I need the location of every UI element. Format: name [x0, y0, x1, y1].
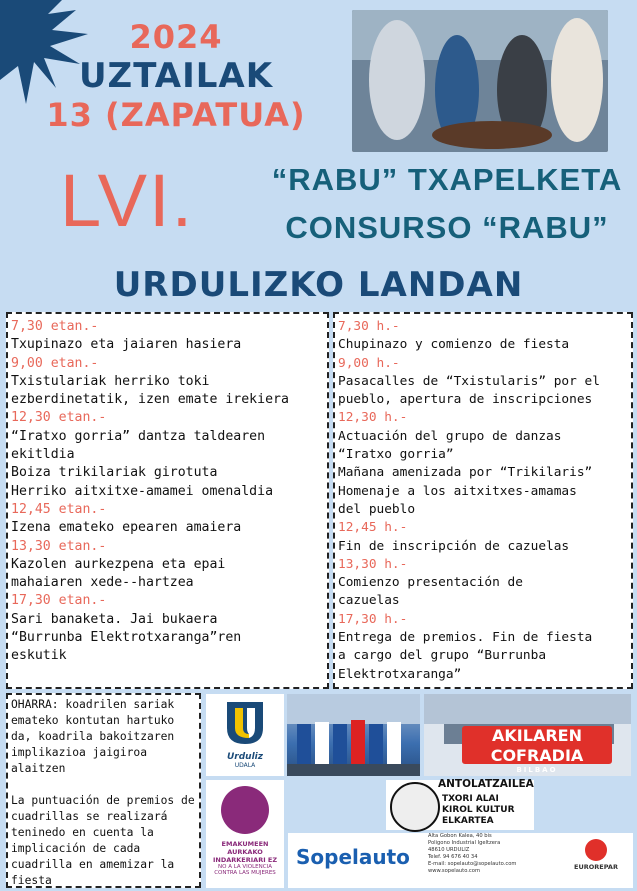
schedule-time: 12,30 etan.- — [11, 410, 107, 426]
eurorepar-icon — [585, 839, 607, 861]
schedule-time: 17,30 etan.- — [11, 593, 107, 609]
schedule-text: Herriko aitxitxe-amamei omenaldia — [11, 483, 274, 499]
schedule-text: Kazolen aurkezpena eta epai — [11, 556, 226, 572]
schedule-text: cazuelas — [338, 593, 400, 609]
cooking-photo — [352, 10, 608, 152]
urduliz-emblem-icon — [223, 698, 267, 748]
note-box — [6, 693, 201, 888]
schedule-time: 9,00 etan.- — [11, 355, 99, 371]
schedule-text: pueblo, apertura de inscripciones — [338, 392, 593, 408]
location-title: URDULIZKO LANDAN — [113, 265, 524, 305]
emak-text-eu: EMAKUMEEN AURKAKO INDARKERIARI EZ — [212, 840, 278, 864]
cofradia-city: BILBAO — [516, 766, 558, 774]
schedule-time: 9,00 h.- — [338, 355, 400, 371]
organizer-line-3: ELKARTEA — [442, 816, 494, 826]
note-spanish: La puntuación de premios de cuadrillas se realizará teninedo en cuenta la implicación de cada cuadrilla en amemizar la fiesta — [11, 794, 195, 887]
cofradia-name: AKILAREN COFRADIA — [490, 726, 584, 765]
cofradia-badge — [462, 726, 612, 774]
note-basque: OHARRA: koadrilen sariak emateko kontutan hartuko da, koadrila bakoitzaren implikazioa jaigiroa alaitzen — [11, 698, 175, 775]
schedule-text: Fin de inscripción de cazuelas — [338, 538, 570, 554]
schedule-time: 7,30 h.- — [338, 319, 400, 334]
sopelauto-logo — [288, 833, 633, 888]
organizer-title: ANTOLATZAILEA — [438, 778, 534, 790]
schedule-text: mahaiaren xede--hartzea — [11, 575, 194, 591]
sopelauto-address — [428, 833, 516, 875]
group-photo-placeholder — [287, 694, 420, 776]
schedule-text: “Iratxo gorria” — [338, 447, 454, 463]
schedule-time: 7,30 etan.- — [11, 319, 99, 334]
schedule-time: 12,30 h.- — [338, 410, 408, 426]
schedule-text: Homenaje a los aitxitxes-amamas — [338, 483, 577, 499]
urduliz-name: Urduliz — [226, 752, 263, 762]
bird-emblem-icon — [390, 782, 440, 832]
purple-circle-icon — [221, 786, 269, 834]
edition-number: LVI. — [60, 159, 195, 242]
event-year: 2024 — [129, 18, 223, 56]
event-month: UZTAILAK — [78, 56, 274, 96]
contest-title-es: CONSURSO “RABU” — [285, 210, 609, 245]
schedule-text: Elektrotxaranga” — [338, 666, 462, 682]
schedule-text: Mañana amenizada por “Trikilaris” — [338, 465, 593, 481]
sopelauto-addr-2: Poligono Industrial Igeltzera — [428, 840, 501, 846]
emak-text-es: NO A LA VIOLENCIA CONTRA LAS MUJERES — [214, 864, 276, 876]
schedule-text: a cargo del grupo “Burrunba — [338, 648, 547, 664]
schedule-text: del pueblo — [338, 501, 416, 517]
schedule-time: 17,30 h.- — [338, 611, 408, 627]
schedule-time: 13,30 h.- — [338, 556, 408, 572]
sopelauto-addr-5: E-mail: sopelauto@sopelauto.com — [428, 861, 517, 867]
schedule-text: Pasacalles de “Txistularis” por el — [338, 373, 600, 389]
schedule-text: “Burrunba Elektrotxaranga”ren — [11, 630, 242, 646]
cofradia-logo — [424, 694, 631, 776]
sopelauto-addr-1: Alta Gobon Kalea, 40 bis — [428, 833, 492, 839]
event-day: 13 (ZAPATUA) — [46, 96, 306, 134]
schedule-text: Comienzo presentación de — [338, 575, 523, 591]
organizer-logo — [386, 780, 534, 830]
schedule-basque — [6, 312, 329, 689]
schedule-text: Boiza trikilariak girotuta — [11, 465, 218, 481]
schedule-text: ekitldia — [11, 447, 75, 463]
schedule-text: “Iratxo gorria” dantza taldearen — [11, 428, 266, 444]
schedule-spanish — [333, 312, 633, 689]
sopelauto-addr-3: 48610 URDULIZ — [428, 847, 470, 853]
eurorepar-logo — [568, 839, 624, 871]
organizer-line-1: TXORI ALAI — [442, 794, 499, 804]
schedule-text: Izena emateko epearen amaiera — [11, 520, 242, 536]
group-photo — [287, 694, 420, 776]
schedule-time: 12,45 etan.- — [11, 501, 107, 517]
schedule-text: Sari banaketa. Jai bukaera — [11, 611, 218, 627]
schedule-time: 12,45 h.- — [338, 520, 408, 536]
schedule-text: eskutik — [11, 648, 67, 664]
schedule-text: Actuación del grupo de danzas — [338, 428, 562, 444]
schedule-text: Txupinazo eta jaiaren hasiera — [11, 337, 242, 353]
organizer-line-2: KIROL KULTUR — [442, 805, 515, 815]
urduliz-logo — [206, 694, 284, 776]
sopelauto-addr-6: www.sopelauto.com — [428, 868, 481, 874]
contest-title-eu: “RABU” TXAPELKETA — [271, 162, 623, 197]
schedule-text: Txistulariak herriko toki — [11, 373, 210, 389]
schedule-text: ezberdinetatik, izen emate irekiera — [11, 392, 289, 408]
urduliz-sub: UDALA — [234, 762, 256, 769]
schedule-text: Entrega de premios. Fin de fiesta — [338, 630, 593, 646]
schedule-time: 13,30 etan.- — [11, 538, 107, 554]
organizer-name — [442, 794, 515, 827]
eurorepar-name: EUROREPAR — [574, 863, 618, 871]
sopelauto-addr-4: Telef. 94 676 40 34 — [428, 854, 478, 860]
schedule-text: Chupinazo y comienzo de fiesta — [338, 337, 570, 353]
sopelauto-name: Sopelauto — [296, 845, 410, 869]
emakumeen-logo — [206, 780, 284, 888]
photo-placeholder — [352, 10, 608, 152]
